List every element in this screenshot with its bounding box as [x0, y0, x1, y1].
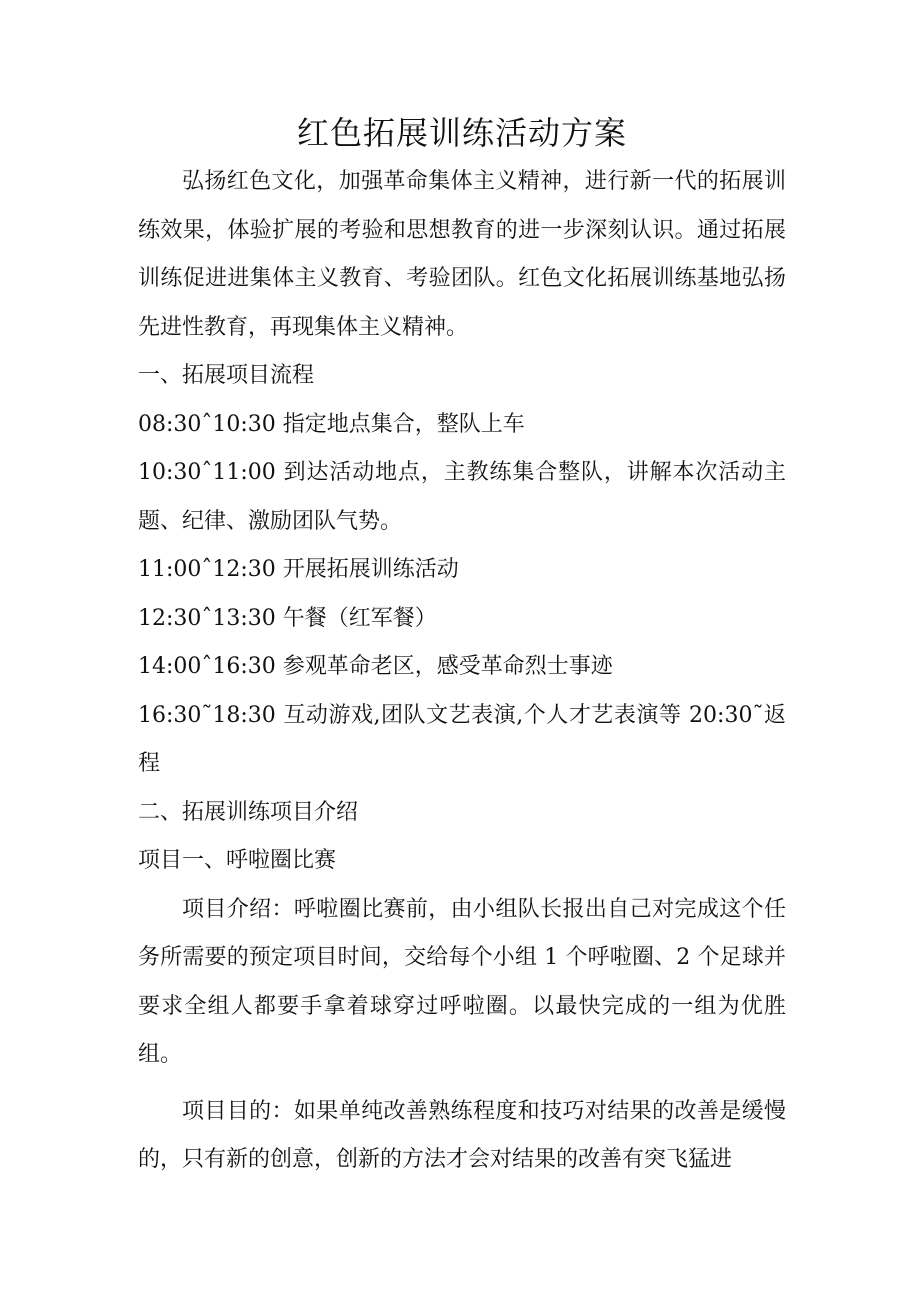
section-heading-process: 一、拓展项目流程 — [138, 363, 315, 388]
document-title: 红色拓展训练活动方案 — [296, 114, 627, 152]
section-heading-projects: 二、拓展训练项目介绍 — [138, 799, 359, 825]
schedule-item: 08:30ˆ10:30 指定地点集合，整队上车 — [138, 411, 525, 437]
project-purpose-paragraph: 项目目的：如果单纯改善熟练程度和技巧对结果的改善是缓慢的，只有新的创意，创新的方法才会对结果的改善有突飞猛进 — [138, 1098, 786, 1172]
schedule-item: 16:30˜18:30 互动游戏,团队文艺表演,个人才艺表演等 20:30˜返程 — [138, 702, 786, 776]
schedule-item: 12:30ˆ13:30 午餐（红军餐） — [138, 605, 437, 631]
schedule-item: 14:00ˆ16:30 参观革命老区，感受革命烈士事迹 — [138, 654, 613, 679]
document-page — [138, 108, 786, 1185]
schedule-item: 11:00ˆ12:30 开展拓展训练活动 — [138, 557, 459, 582]
schedule-item: 10:30ˆ11:00 到达活动地点，主教练集合整队，讲解本次活动主题、纪律、激励团队气势。 — [138, 460, 786, 534]
project-heading: 项目一、呼啦圈比赛 — [138, 848, 337, 873]
paragraph-gap — [138, 1080, 786, 1088]
project-intro-paragraph: 项目介绍：呼啦圈比赛前，由小组队长报出自己对完成这个任务所需要的预定项目时间，交给每个小组 1 个呼啦圈、2 个足球并要求全组人都要手拿着球穿过呼啦圈。以最快完成的一组为优胜组。 — [138, 896, 786, 1067]
intro-paragraph: 弘扬红色文化，加强革命集体主义精神，进行新一代的拓展训练效果，体验扩展的考验和思想教育的进一步深刻认识。通过拓展训练促进进集体主义教育、考验团队。红色文化拓展训练基地弘扬先进性教育，再现集体主义精神。 — [138, 169, 786, 340]
